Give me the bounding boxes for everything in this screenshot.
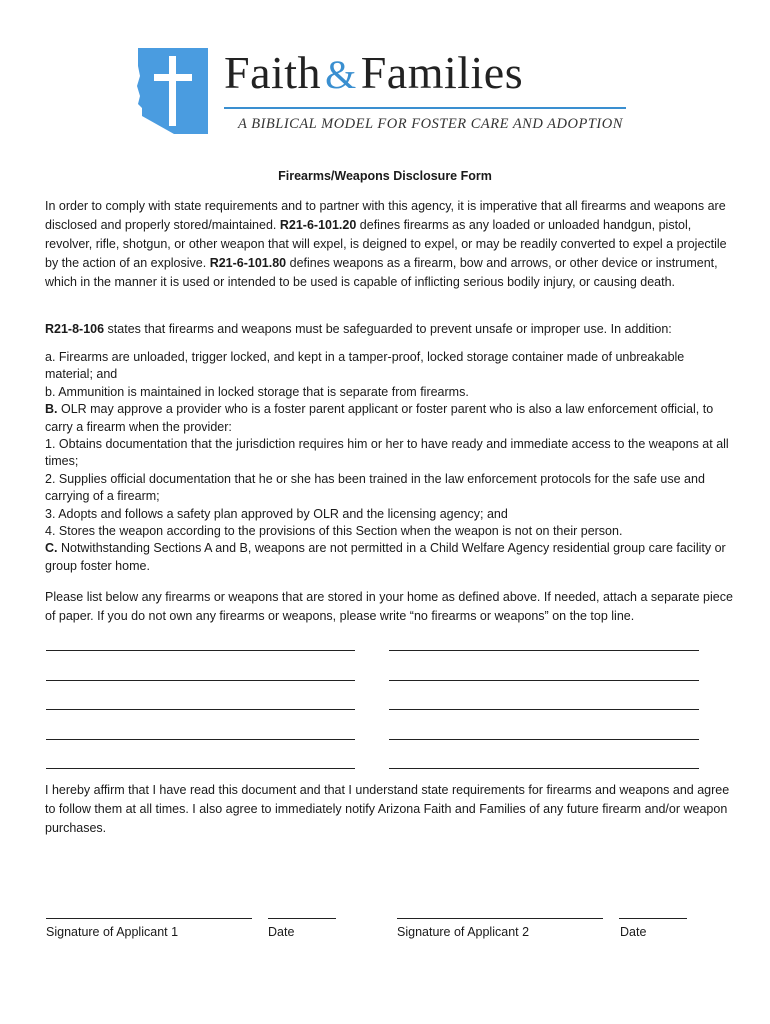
signature-1-label: Signature of Applicant 1 bbox=[46, 925, 179, 939]
section-c-label: C. bbox=[45, 541, 58, 556]
list-line-row bbox=[46, 630, 706, 660]
arizona-cross-icon bbox=[136, 46, 210, 136]
firearm-entry-line[interactable] bbox=[46, 739, 355, 740]
requirement-item-4: 4. Stores the weapon according to the provisions of this Section when the weapon is not on their person. bbox=[45, 524, 623, 539]
safeguard-text: states that firearms and weapons must be safeguarded to prevent unsafe or improper use. In addition: bbox=[104, 322, 672, 336]
requirement-b: b. Ammunition is maintained in locked storage that is separate from firearms. bbox=[45, 384, 469, 399]
signature-1-line[interactable] bbox=[46, 918, 252, 919]
date-1-label: Date bbox=[268, 925, 295, 939]
code-r21-6-101-80: R21-6-101.80 bbox=[209, 256, 287, 270]
section-b-text: OLR may approve a provider who is a foster parent applicant or foster parent who is also a law enforcement official, to carry a firearm when the provider: bbox=[45, 402, 714, 434]
brand-word-families: Families bbox=[360, 47, 524, 98]
section-c-text: Notwithstanding Sections A and B, weapons are not permitted in a Child Welfare Agency residential group care facility or group foster home. bbox=[45, 541, 726, 573]
date-2-line[interactable] bbox=[619, 918, 687, 919]
section-b-label: B. bbox=[45, 402, 58, 417]
requirement-item-2: 2. Supplies official documentation that he or she has been trained in the law enforcement protocols for the safe use and carrying of a firearm; bbox=[45, 471, 705, 504]
date-1-line[interactable] bbox=[268, 918, 336, 919]
firearm-entry-line[interactable] bbox=[389, 650, 699, 651]
affirmation-paragraph: I hereby affirm that I have read this document and that I understand state requirements for firearms and weapons and agree to follow them at all times. I also agree to immediately notify Arizona Faith and Families of any future firearm and/or weapon purchases. bbox=[45, 783, 730, 835]
firearm-entry-line[interactable] bbox=[389, 680, 699, 681]
requirement-section-c bbox=[45, 540, 735, 575]
intro-text-1: In order to comply with state requirements and to partner with this agency, it is imperative that all firearms and weapons are disclosed and properly stored/maintained. bbox=[45, 199, 726, 232]
requirement-section-b bbox=[45, 401, 735, 436]
form-title: Firearms/Weapons Disclosure Form bbox=[278, 169, 492, 183]
code-r21-6-101-20: R21-6-101.20 bbox=[279, 218, 357, 232]
list-line-row bbox=[46, 748, 706, 778]
code-r21-8-106: R21-8-106 bbox=[45, 322, 105, 336]
requirement-item-1: 1. Obtains documentation that the jurisdiction requires him or her to have ready and immediate access to the weapons at all times; bbox=[45, 437, 729, 469]
safeguard-paragraph bbox=[45, 320, 735, 339]
date-2-label: Date bbox=[620, 925, 647, 939]
firearm-entry-line[interactable] bbox=[46, 768, 355, 769]
brand-ampersand: & bbox=[325, 52, 357, 97]
logo bbox=[136, 46, 631, 138]
requirements-list bbox=[45, 349, 735, 575]
list-line-row bbox=[46, 660, 706, 690]
signature-2-line[interactable] bbox=[397, 918, 603, 919]
instructions-paragraph: Please list below any firearms or weapons that are stored in your home as defined above. If needed, attach a separate piece of paper. If you do not own any firearms or weapons, please write “no firearms or weapons” on the top line. bbox=[45, 590, 733, 623]
list-line-row bbox=[46, 719, 706, 749]
list-line-row bbox=[46, 689, 706, 719]
brand-divider bbox=[224, 107, 626, 109]
intro-text-3: defines weapons as a firearm, bow and arrows, or other device or instrument, which in the manner it is used or intended to be used is capable of inflicting serious bodily injury, or causing death. bbox=[45, 256, 718, 289]
brand-tagline: A BIBLICAL MODEL FOR FOSTER CARE AND ADOPTION bbox=[238, 116, 623, 132]
firearm-entry-line[interactable] bbox=[46, 650, 355, 651]
signature-2-label: Signature of Applicant 2 bbox=[397, 925, 530, 939]
requirement-a: a. Firearms are unloaded, trigger locked, and kept in a tamper-proof, locked storage container made of unbreakable material; and bbox=[45, 350, 685, 382]
intro-text-2: defines firearms as any loaded or unloaded handgun, pistol, revolver, rifle, shotgun, or other weapon that will expel, is deigned to expel, or may be readily converted to expel a projectile by the action of an explosive. bbox=[45, 218, 727, 270]
firearm-entry-line[interactable] bbox=[46, 680, 355, 681]
intro-paragraph bbox=[45, 197, 735, 292]
firearm-entry-line[interactable] bbox=[46, 709, 355, 710]
brand-word-faith: Faith bbox=[224, 47, 322, 98]
requirement-item-3: 3. Adopts and follows a safety plan approved by OLR and the licensing agency; and bbox=[45, 506, 508, 521]
firearm-entry-line[interactable] bbox=[389, 768, 699, 769]
firearm-entry-line[interactable] bbox=[389, 739, 699, 740]
firearm-entry-line[interactable] bbox=[389, 709, 699, 710]
brand-name bbox=[224, 47, 524, 98]
firearms-list-lines bbox=[46, 630, 706, 778]
